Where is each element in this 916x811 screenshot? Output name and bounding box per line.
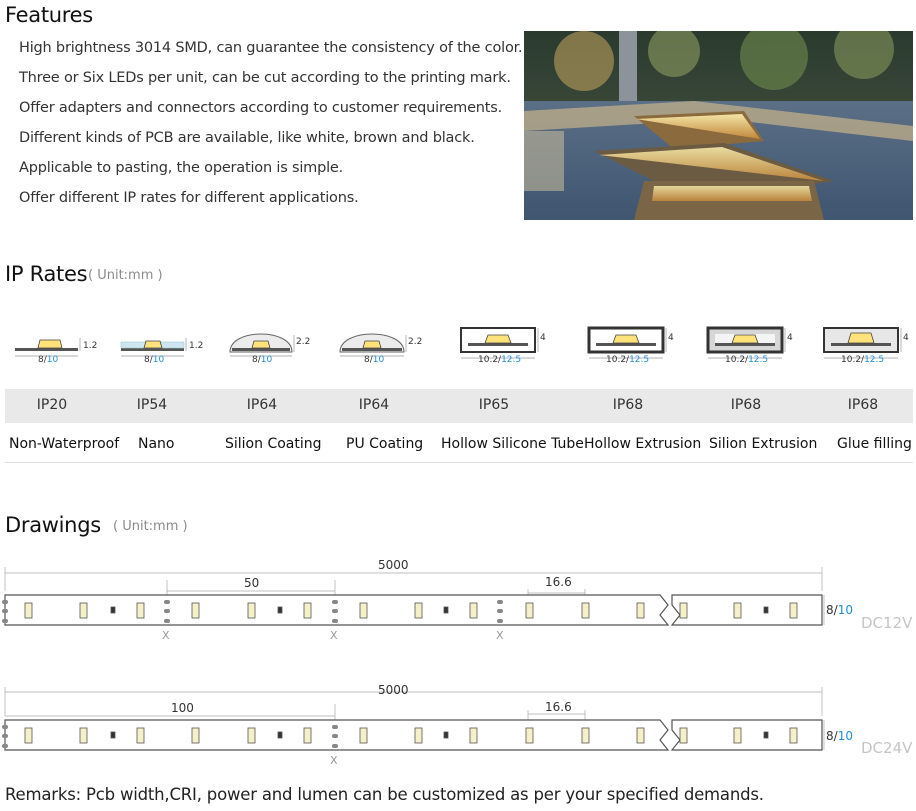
led-chip [248,603,255,618]
features-heading: Features [5,3,93,27]
resistor [278,732,282,738]
resistor [111,732,115,738]
cross-section-ip64-silicon [230,334,294,356]
cut-pad [164,600,170,604]
led-chip [25,603,32,618]
cross-section-ip54 [121,338,186,356]
feature-item: High brightness 3014 SMD, can guarantee the consistency of the color. [19,40,523,56]
led-chip [680,603,687,618]
voltage-label-12v: DC12V [861,614,913,632]
led-chip [360,603,367,618]
led-chip [734,603,741,618]
ip-type-name: Silion Extrusion [709,436,818,452]
resistor [764,732,768,738]
dim-height-ip68c: 4 [903,333,909,343]
resistor [764,607,768,613]
led-chip [304,603,311,618]
led-chip [415,603,422,618]
ip-type-name: Silion Coating [225,436,322,452]
cross-section-ip65 [461,328,538,358]
resistor [444,607,448,613]
led-chip [680,728,687,743]
led-chip [790,728,797,743]
ip-rates-heading: IP Rates [5,262,88,286]
ip-type-name: Hollow Extrusion [584,436,702,452]
ip-rate-label: IP54 [136,397,168,413]
led-chip [790,603,797,618]
cut-pad [332,734,338,738]
feature-item: Applicable to pasting, the operation is simple. [19,160,344,176]
dim-width-ip65: 10.2/12.5 [478,355,522,365]
cross-section-ip68-glue [824,328,901,358]
dim-width-ip68a: 10.2/12.5 [606,355,650,365]
unit-length-12v: 50 [244,576,260,590]
resistor [444,732,448,738]
ip-rate-label: IP68 [847,397,879,413]
led-chip [360,728,367,743]
drawings-heading: Drawings [5,513,101,537]
cut-pad [2,619,8,623]
dim-width-ip68c: 10.2/12.5 [841,355,885,365]
unit-length-24v: 100 [171,701,194,715]
led-chip [526,603,533,618]
cut-pad [2,609,8,613]
strip-length-12v: 5000 [378,558,409,572]
ip-cross-sections [0,318,916,368]
dim-width-ip68b: 10.2/12.5 [725,355,769,365]
cut-pad [2,734,8,738]
strip-drawing-12v [0,555,916,645]
ip-type-name: Glue filling [837,436,912,452]
cut-pad [497,609,503,613]
ip-rate-label: IP64 [246,397,278,413]
strip-width-24v: 8/10 [826,729,853,743]
svg-text:X: X [330,754,338,767]
ip-rate-label: IP65 [478,397,510,413]
ip-rate-label: IP68 [612,397,644,413]
cut-pad [332,600,338,604]
resistor [111,607,115,613]
svg-text:X: X [496,629,504,642]
cut-pad [497,600,503,604]
led-chip [80,728,87,743]
cut-pad [2,744,8,748]
voltage-label-24v: DC24V [861,739,913,757]
led-chip [637,603,644,618]
table-bottom-rule [5,462,913,463]
feature-item: Three or Six LEDs per unit, can be cut according to the printing mark. [19,70,511,86]
dim-height-ip64b: 2.2 [408,337,423,347]
dim-height-ip68a: 4 [668,333,674,343]
cross-section-ip20 [15,338,80,356]
resistor [278,607,282,613]
ip-type-name: PU Coating [346,436,424,452]
cut-pad [332,744,338,748]
ip-rate-label: IP68 [730,397,762,413]
cross-section-ip68-hollow [589,328,666,358]
led-chip [470,728,477,743]
led-chip [137,603,144,618]
led-chip [526,728,533,743]
dim-width-ip54: 8/10 [144,355,165,365]
dim-height-ip68b: 4 [787,333,793,343]
ip-rate-label: IP64 [358,397,390,413]
strip-width-12v: 8/10 [826,603,853,617]
ip-type-name: Non-Waterproof [9,436,120,452]
dim-height-ip20: 1.2 [83,341,98,351]
led-chip [25,728,32,743]
drawings-unit: ( Unit:mm ) [113,519,188,534]
led-chip [248,728,255,743]
strip-length-24v: 5000 [378,683,409,697]
feature-item: Offer adapters and connectors according to customer requirements. [19,100,503,116]
led-chip [470,603,477,618]
led-pitch-24v: 16.6 [545,700,572,714]
led-chip [582,728,589,743]
strip-drawing-24v [0,680,916,770]
feature-item: Different kinds of PCB are available, like white, brown and black. [19,130,475,146]
application-photo [524,31,913,220]
dim-width-ip64b: 8/10 [364,355,385,365]
led-chip [192,728,199,743]
cut-pad [497,619,503,623]
led-chip [415,728,422,743]
dim-height-ip54: 1.2 [189,341,204,351]
dim-height-ip64a: 2.2 [296,337,311,347]
dim-height-ip65: 4 [540,333,546,343]
cross-section-ip68-silion [708,328,785,358]
cut-pad [332,619,338,623]
ip-type-name: Nano [138,436,175,452]
led-chip [192,603,199,618]
ip-rate-label: IP20 [36,397,68,413]
cut-pad [164,609,170,613]
led-chip [734,728,741,743]
cut-pad [164,619,170,623]
cut-pad [332,725,338,729]
led-chip [80,603,87,618]
remarks: Remarks: Pcb width,CRI, power and lumen can be customized as per your specified demands. [5,785,764,804]
dim-width-ip64a: 8/10 [252,355,273,365]
led-chip [137,728,144,743]
led-chip [637,728,644,743]
ip-rates-unit: ( Unit:mm ) [88,268,163,283]
led-chip [304,728,311,743]
dim-width-ip20: 8/10 [38,355,59,365]
led-pitch-12v: 16.6 [545,575,572,589]
feature-item: Offer different IP rates for different applications. [19,190,359,206]
cut-pad [332,609,338,613]
ip-type-name: Hollow Silicone Tube [441,436,584,452]
led-chip [582,603,589,618]
cut-pad [2,725,8,729]
cross-section-ip64-pu [340,334,406,356]
cut-pad [2,600,8,604]
svg-text:X: X [162,629,170,642]
svg-text:X: X [330,629,338,642]
